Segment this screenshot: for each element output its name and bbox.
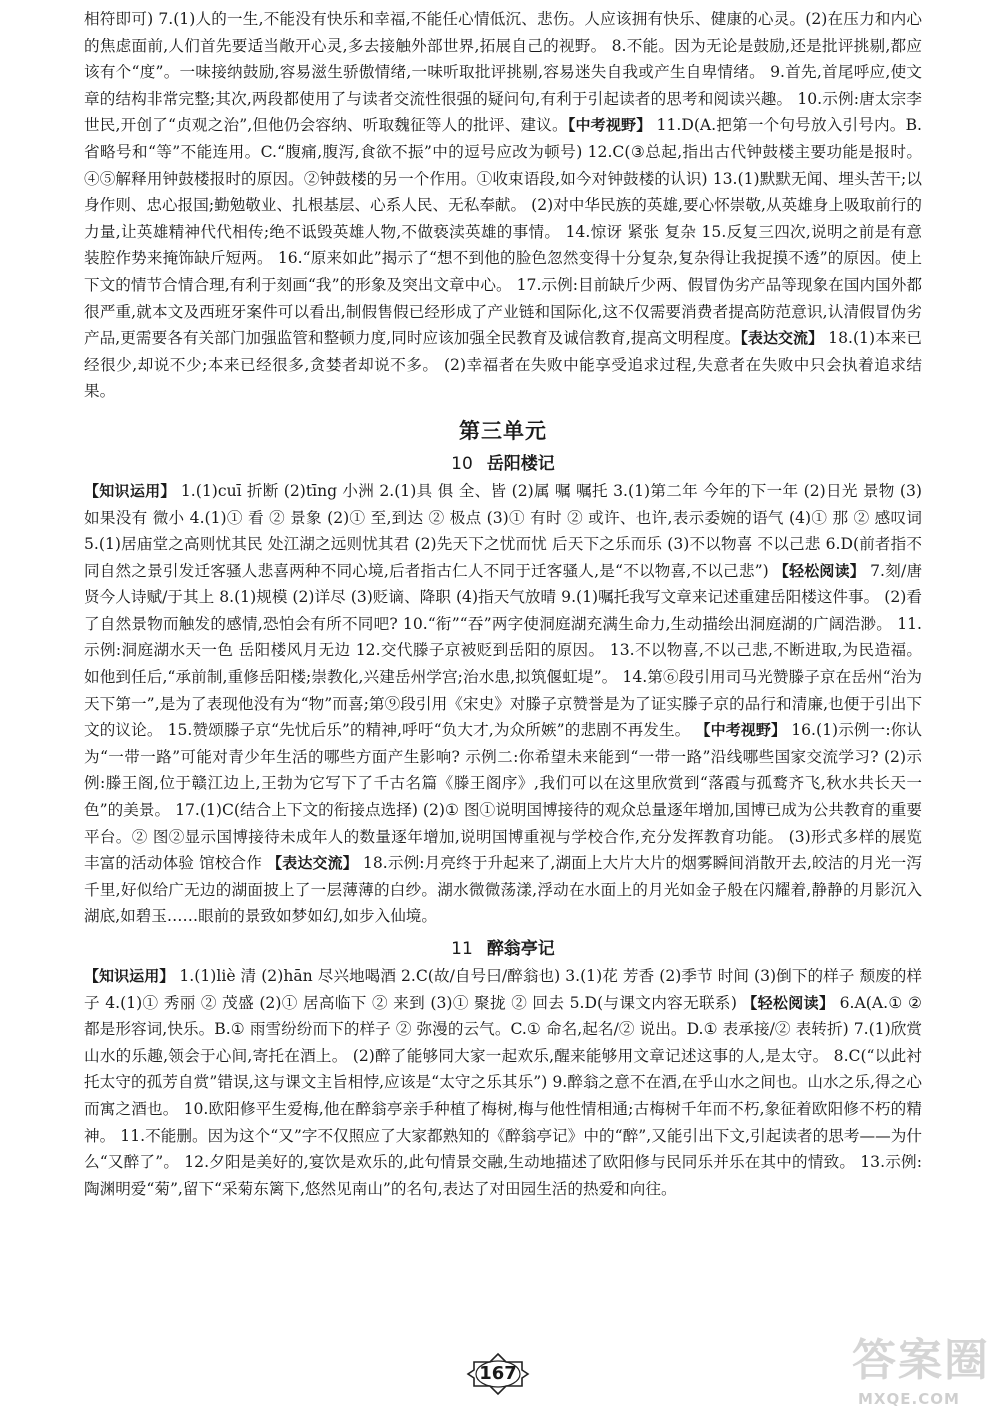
answer-text: 18.示例:月亮终于升起来了,湖面上大片大片的烟雾瞬间消散开去,皎洁的月光一泻千里,好似给广无边的湖面披上了一层薄薄的白纱。湖水微微荡漾,浮动在水面上的月光如金子般在闪耀着,静静的月影沉入湖底,如碧玉……眼前的景致如梦如幻,如步入仙境。: [84, 854, 922, 926]
section-tag-reading: 【轻松阅读】: [742, 993, 835, 1012]
section-tag-expression: 【表达交流】: [267, 854, 358, 873]
section-tag-exam-view: 【中考视野】: [567, 116, 652, 135]
lesson-number: 11: [451, 939, 473, 959]
answer-text: 6.A(A.① ② 都是形容词,快乐。B.① 雨雪纷纷而下的样子 ② 弥漫的云气。C.① 命名,起名/② 说出。D.① 表承接/② 表转折) 7.(1)欣赏山水的乐趣,领会于心间,寄托在酒上。 (2)醉了能够同大家一起欢乐,醒来能够用文章记述这事的人,是太守。 8.C(“以此衬托太守的孤芳自赏”错误,这与课文主旨相悖,应该是“太守之乐其乐”) 9.醉翁之意不在酒,在乎山水之间也。山水之乐,得之心而寓之酒也。 10.欧阳修平生爱梅,他在醉翁亭亲手种植了梅树,梅与他性情相通;古梅树千年而不朽,象征着欧阳修不朽的精神。 11.不能删。因为这个“又”字不仅照应了大家都熟知的《醉翁亭记》中的“醉”,又能引出下文,引起读者的思考——为什么“又醉了”。 12.夕阳是美好的,宴饮是欢乐的,此句情景交融,生动地描述了欧阳修与民同乐并乐在其中的情致。 13.示例:陶渊明爱“菊”,留下“采菊东篱下,悠然见南山”的名句,表达了对田园生活的热爱和向往。: [84, 993, 922, 1198]
section-tag-knowledge: 【知识运用】: [84, 481, 176, 500]
lesson-11-answers: [84, 963, 922, 1202]
answer-text: 1.(1)liè 清 (2)hān 尽兴地喝酒 2.C(故/自号曰/醉翁也) 3.(1)花 芳香 (2)季节 时间 (3)倒下的样子 颓废的样子 4.(1)① 秀丽 ② 茂盛 (2)① 居高临下 ② 来到 (3)① 聚拢 ② 回去 5.D(与课文内容无联系): [84, 967, 922, 1012]
lesson-title-11: [84, 934, 922, 959]
answer-text: 18.(1)本来已经很少,却说不少;本来已经很多,贪婪者却说不多。 (2)幸福者在失败中能享受追求过程,失意者在失败中只会执着追求结果。: [84, 329, 922, 401]
unit-title: 第三单元: [459, 418, 547, 443]
answer-text: 7.刻/唐贤今人诗赋/于其上 8.(1)规模 (2)详尽 (3)贬谪、降职 (4)指天气放晴 9.(1)嘱托我写文章来记述重建岳阳楼这件事。 (2)看了自然景物而触发的感情,恐怕会有所不同吧? 10.“衔”“吞”两字使洞庭湖充满生命力,生动描绘出洞庭湖的广阔浩渺。 11.示例:洞庭湖水天一色 岳阳楼风月无边 12.交代滕子京被贬到岳阳的原因。 13.不以物喜,不以己悲,不断进取,为民造福。 如他到任后,“承前制,重修岳阳楼;崇教化,兴建岳州学宫;治水患,拟筑偃虹堤”。 14.第⑥段引用司马光赞滕子京在岳州“治为天下第一”,是为了表现他没有为“物”而喜;第⑨段引用《宋史》对滕子京赞誉是为了证实滕子京的品行和清廉,也便于引出下文的议论。 15.赞颂滕子京“先忧后乐”的精神,呼吁“负大才,为众所嫉”的悲剧不再发生。: [84, 561, 923, 740]
watermark-logo: [852, 1324, 994, 1414]
page-number: 167: [479, 1363, 517, 1384]
lesson-title-10: [84, 449, 922, 474]
section-tag-exam-view: 【中考视野】: [695, 721, 787, 740]
lesson-name: 醉翁亭记: [486, 939, 555, 959]
section-tag-knowledge: 【知识运用】: [84, 967, 175, 985]
answer-text: 相符即可) 7.(1)人的一生,不能没有快乐和幸福,不能任心情低沉、悲伤。人应该拥有快乐、健康的心灵。(2)在压力和内心的焦虑面前,人们首先要适当敞开心灵,多去接触外部世界,拓展自己的视野。 8.不能。因为无论是鼓励,还是批评挑剔,都应该有个“度”。一味接纳鼓励,容易滋生骄傲情绪,一味听取批评挑剔,容易迷失自我或产生自卑情绪。 9.首先,首尾呼应,使文章的结构非常完整;其次,两段都使用了与读者交流性很强的疑问句,有利于引起读者的思考和阅读兴趣。 10.示例:唐太宗李世民,开创了“贞观之治”,但他仍会容纳、听取魏征等人的批评、建议。: [84, 10, 922, 135]
answer-text: 11.D(A.把第一个句号放入引号内。B.省略号和“等”不能连用。C.“腹痛,腹泻,食欲不振”中的逗号应改为顿号) 12.C(③总起,指出古代钟鼓楼主要功能是报时。④⑤解释用钟鼓楼报时的原因。②钟鼓楼的另一个作用。①收束语段,如今对钟鼓楼的认识) 13.(1)默默无闻、埋头苦干;以身作则、忠心报国;勤勉敬业、扎根基层、心系人民、无私奉献。 (2)对中华民族的英雄,要心怀崇敬,从英雄身上吸取前行的力量,让英雄精神代代相传;绝不诋毁英雄人物,不做亵渎英雄的事情。 14.惊讶 紧张 复杂 15.反复三四次,说明之前是有意装腔作势来掩饰缺斤短两。 16.“原来如此”揭示了“想不到他的脸色忽然变得十分复杂,复杂得让我捉摸不透”的原因。使上下文的情节合情合理,有利于刻画“我”的形象及突出文章中心。 17.示例:目前缺斤少两、假冒伪劣产品等现象在国内国外都很严重,就本文及西班牙案件可以看出,制假售假已经形成了产业链和国际化,这不仅需要消费者提高防范意识,认清假冒伪劣产品,更需要各有关部门加强监管和整顿力度,同时应该加强全民教育及诚信教育,提高文明程度。: [84, 116, 922, 348]
lesson-10-answers: [84, 478, 922, 930]
section-tag-reading: 【轻松阅读】: [773, 561, 865, 580]
lesson-number: 10: [451, 453, 473, 474]
section-tag-expression: 【表达交流】: [740, 329, 824, 348]
page-number-badge: [466, 1352, 530, 1396]
lesson-name: 岳阳楼记: [486, 453, 555, 474]
answer-block-continuation: [84, 6, 922, 405]
watermark-chars: 答案圈: [852, 1335, 990, 1386]
watermark-url: MXQE.COM: [858, 1390, 960, 1408]
answer-text: 1.(1)cuī 折断 (2)tīng 小洲 2.(1)具 俱 全、皆 (2)属 嘱 嘱托 3.(1)第二年 今年的下一年 (2)日光 景物 (3)如果没有 微小 4.(1)① 看 ② 景象 (2)① 至,到达 ② 极点 (3)① 有时 ② 或许、也许,表示委婉的语气 (4)① 那 ② 感叹词 5.(1)居庙堂之高则忧其民 处江湖之远则忧其君 (2)先天下之忧而忧 后天下之乐而乐 (3)不以物喜 不以己悲 6.D(前者指不同自然之景引发迁客骚人悲喜两种不同心境,后者指古仁人不同于迁客骚人,是“不以物喜,不以己悲”): [84, 481, 922, 580]
answer-text: 16.(1)示例一:你认为“一带一路”可能对青少年生活的哪些方面产生影响? 示例二:你希望未来能到“一带一路”沿线哪些国家交流学习? (2)示例:滕王阁,位于赣江边上,王勃为它写下了千古名篇《滕王阁序》,我们可以在这里欣赏到“落霞与孤鹜齐飞,秋水共长天一色”的美景。 17.(1)C(结合上下文的衔接点选择) (2)① 图①说明国博接待的观众总量逐年增加,国博已成为公共教育的重要平台。② 图②显示国博接待未成年人的数量逐年增加,说明国博重视与学校合作,充分发挥教育功能。 (3)形式多样的展览 丰富的活动体验 馆校合作: [84, 721, 922, 873]
